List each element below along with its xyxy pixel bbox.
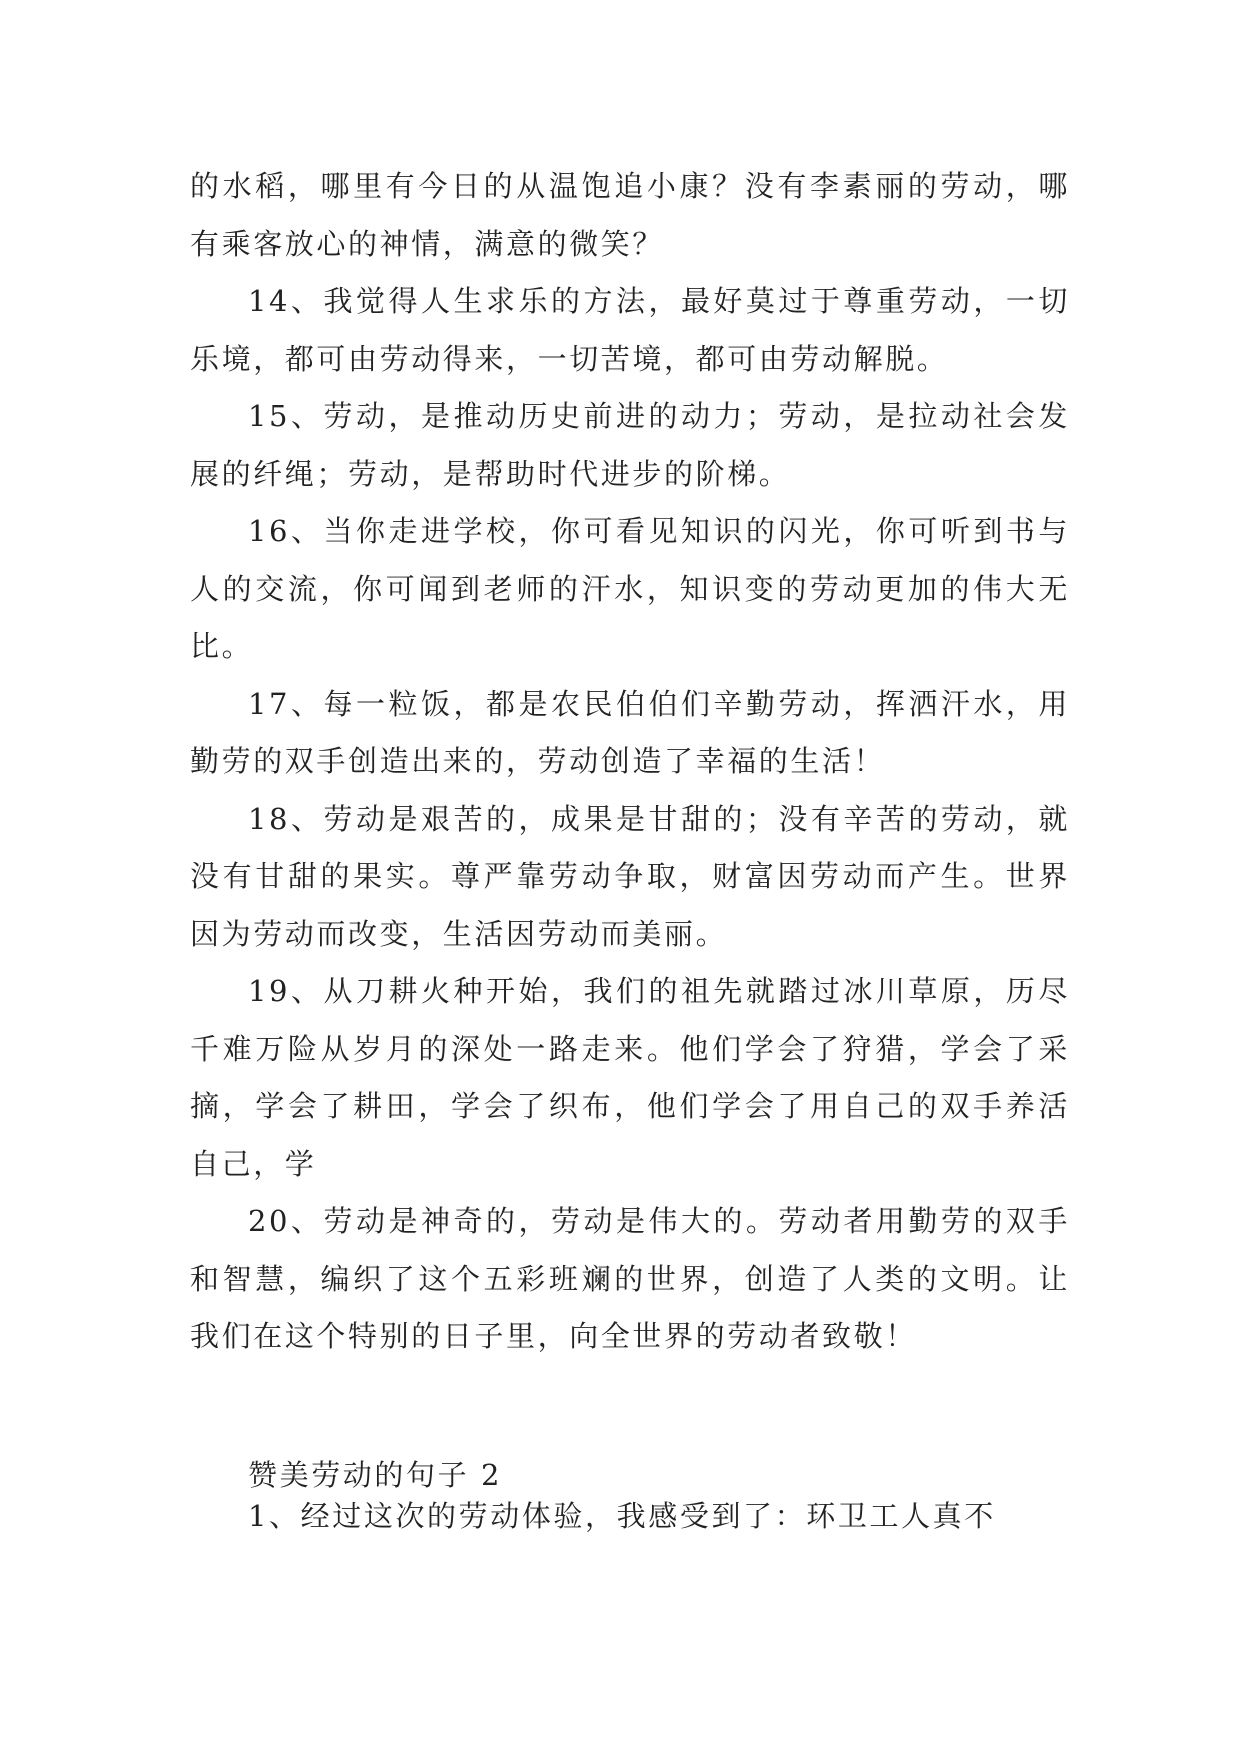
section-title: 赞美劳动的句子 2: [248, 1458, 503, 1492]
paragraph-continuation: 的水稻，哪里有今日的从温饱追小康？没有李素丽的劳动，哪有乘客放心的神情，满意的微笑？: [190, 169, 1070, 261]
section-body: [190, 1488, 1070, 1546]
paragraph-item-20: 20、劳动是神奇的，劳动是伟大的。劳动者用勤劳的双手和智慧，编织了这个五彩班斓的世界，创造了人类的文明。让我们在这个特别的日子里，向全世界的劳动者致敬！: [190, 1204, 1070, 1353]
document-body: [190, 158, 1070, 1366]
paragraph-item-18: 18、劳动是艰苦的，成果是甘甜的；没有辛苦的劳动，就没有甘甜的果实。尊严靠劳动争取，财富因劳动而产生。世界因为劳动而改变，生活因劳动而美丽。: [190, 801, 1070, 951]
paragraph-item-16: 16、当你走进学校，你可看见知识的闪光，你可听到书与人的交流，你可闻到老师的汗水，知识变的劳动更加的伟大无比。: [190, 514, 1070, 663]
paragraph-item-19: 19、从刀耕火种开始，我们的祖先就踏过冰川草原，历尽千难万险从岁月的深处一路走来。他们学会了狩猎，学会了采摘，学会了耕田，学会了织布，他们学会了用自己的双手养活自己，学: [190, 974, 1070, 1181]
paragraph-item-14: 14、我觉得人生求乐的方法，最好莫过于尊重劳动，一切乐境，都可由劳动得来，一切苦境，都可由劳动解脱。: [190, 284, 1070, 376]
paragraph-item-17: 17、每一粒饭，都是农民伯伯们辛勤劳动，挥洒汗水，用勤劳的双手创造出来的，劳动创造了幸福的生活！: [190, 686, 1070, 778]
paragraph-item-15: 15、劳动，是推动历史前进的动力；劳动，是拉动社会发展的纤绳；劳动，是帮助时代进步的阶梯。: [190, 399, 1070, 491]
paragraph-section-item-1: 1、经过这次的劳动体验，我感受到了：环卫工人真不: [248, 1499, 996, 1533]
